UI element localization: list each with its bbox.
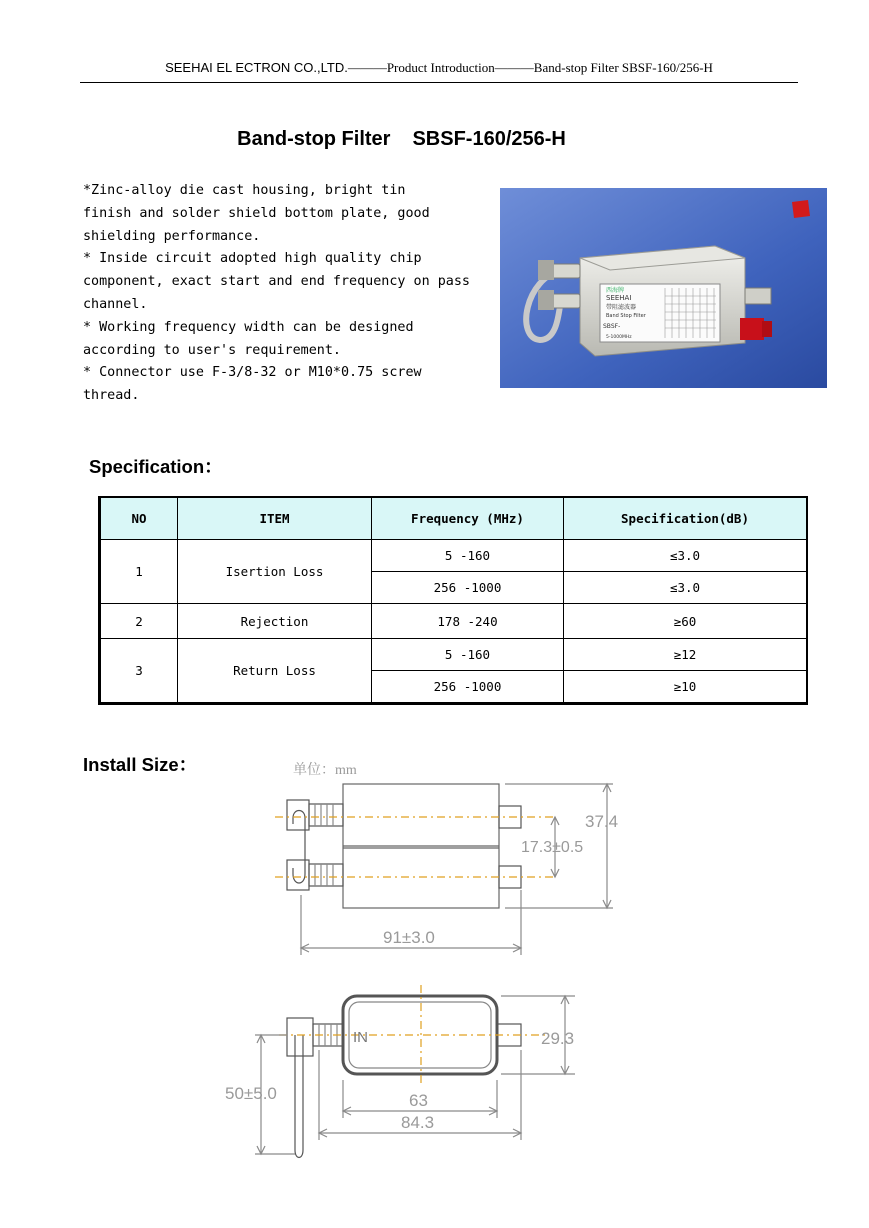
feature-line: component, exact start and end frequency on pass [83, 274, 470, 290]
cell-frequency: 5 -160 [372, 639, 564, 671]
header-section: Product Introduction [386, 60, 495, 75]
column-header-no: NO [100, 497, 178, 540]
feature-line: channel. [83, 296, 148, 312]
table-row [100, 540, 808, 572]
feature-line: according to user's requirement. [83, 342, 341, 358]
cell-spec: ≥10 [564, 671, 808, 704]
cell-item: Return Loss [178, 639, 372, 704]
product-photo [500, 188, 827, 388]
photo-brand-cn: 西海牌 [606, 287, 625, 294]
page-header [80, 60, 798, 76]
dim-body-height: 29.3 [541, 1029, 575, 1048]
top-view [275, 784, 618, 955]
cell-spec: ≥12 [564, 639, 808, 671]
title-model: SBSF-160/256-H [412, 128, 566, 150]
install-size-drawing [215, 750, 655, 1170]
cell-no: 3 [100, 639, 178, 704]
specification-title: Specification： [89, 456, 223, 477]
feature-line: * Connector use F-3/8-32 or M10*0.75 screw [83, 365, 422, 381]
feature-line: *Zinc-alloy die cast housing, bright tin [83, 183, 406, 198]
dim-cable: 50±5.0 [225, 1084, 277, 1103]
header-divider [80, 82, 798, 83]
cell-frequency: 256 -1000 [372, 572, 564, 604]
header-dash: ——— [494, 60, 534, 75]
cell-spec: ≥60 [564, 604, 808, 639]
photo-range: 5-1000MHz [606, 335, 632, 340]
dim-total-length: 91±3.0 [383, 928, 435, 947]
table-header-row [100, 497, 808, 540]
table-row [100, 639, 808, 671]
feature-line: thread. [83, 388, 140, 404]
cell-item: Isertion Loss [178, 540, 372, 604]
column-header-specification: Specification(dB) [564, 497, 808, 540]
photo-type-cn: 带阻滤波器 [606, 304, 637, 311]
feature-list [83, 180, 493, 408]
cell-no: 2 [100, 604, 178, 639]
photo-type: Band Stop Filter [606, 313, 646, 319]
feature-line: finish and solder shield bottom plate, good [83, 205, 430, 221]
cell-spec: ≤3.0 [564, 540, 808, 572]
header-company: SEEHAI EL ECTRON CO.,LTD. [165, 60, 348, 75]
page-title [0, 128, 803, 151]
feature-line: * Inside circuit adopted high quality chip [83, 251, 422, 267]
cell-frequency: 5 -160 [372, 540, 564, 572]
column-header-item: ITEM [178, 497, 372, 540]
cell-frequency: 178 -240 [372, 604, 564, 639]
photo-brand: SEEHAI [606, 294, 632, 302]
title-name: Band-stop Filter [237, 128, 391, 150]
feature-line: shielding performance. [83, 228, 261, 244]
cell-item: Rejection [178, 604, 372, 639]
dim-body-length: 63 [409, 1091, 428, 1110]
cell-no: 1 [100, 540, 178, 604]
cell-spec: ≤3.0 [564, 572, 808, 604]
photo-model: SBSF- [603, 323, 621, 330]
dim-height: 37.4 [585, 812, 619, 831]
header-product: Band-stop Filter SBSF-160/256-H [533, 60, 713, 75]
dim-length: 84.3 [401, 1113, 435, 1132]
in-label: IN [353, 1029, 368, 1046]
side-view [225, 985, 575, 1158]
header-dash: ——— [347, 60, 387, 75]
unit-label: 单位：mm [293, 763, 357, 778]
dim-spacing: 17.3±0.5 [521, 839, 584, 856]
column-header-frequency: Frequency (MHz) [372, 497, 564, 540]
feature-line: * Working frequency width can be designed [83, 319, 414, 335]
cell-frequency: 256 -1000 [372, 671, 564, 704]
install-size-title: Install Size： [83, 754, 198, 775]
specification-table [98, 496, 808, 705]
table-row [100, 604, 808, 639]
